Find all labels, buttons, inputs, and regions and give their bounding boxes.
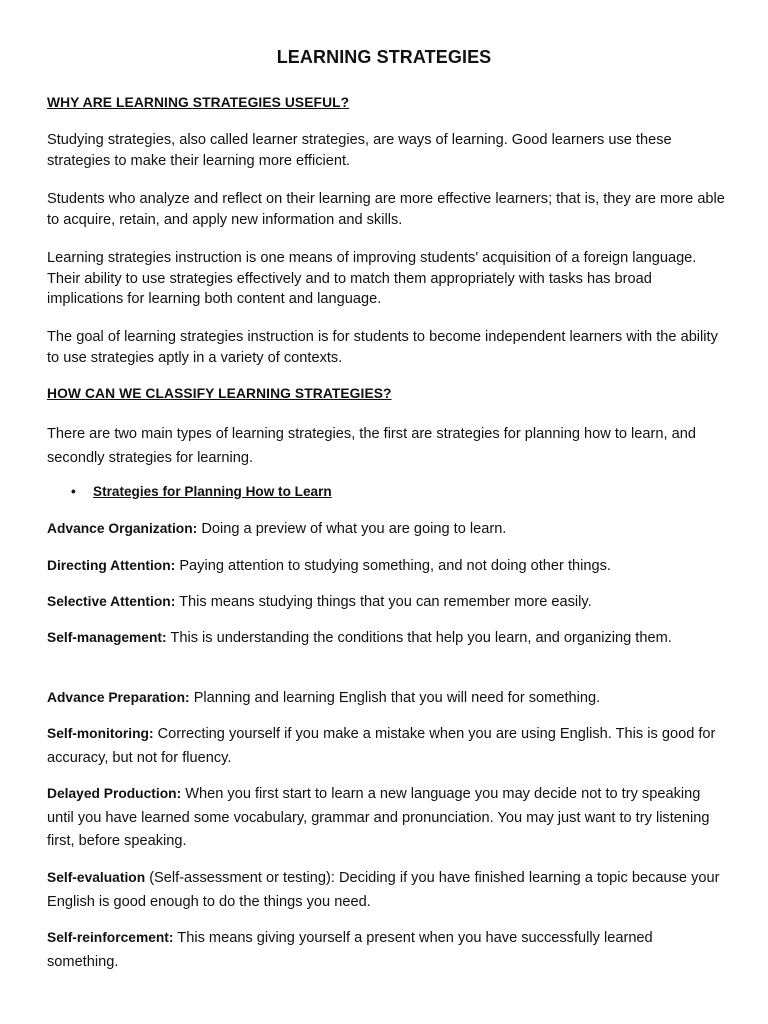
intro-paragraph: There are two main types of learning strategies, the first are strategies for planning how to learn, and secondly strategies for learning. [47, 426, 696, 466]
strategy-text: Deciding if you have finished learning a topic because your English is good enough to do the things you need. [47, 870, 720, 910]
strategy-text: When you first start to learn a new language you may decide not to try speaking until you have learned some vocabulary, grammar and pronunciation. You may just want to try listening first, before speaking. [47, 786, 710, 849]
strategy-item [47, 866, 727, 914]
strategy-item [47, 688, 727, 709]
strategy-term: Self-monitoring [47, 726, 149, 741]
strategy-text: Correcting yourself if you make a mistake when you are using English. This is good for accuracy, but not for fluency. [47, 726, 716, 766]
strategy-term: Advance Organization [47, 521, 193, 536]
strategy-term: Delayed Production [47, 786, 177, 801]
strategy-text: Paying attention to studying something, and not doing other things. [175, 558, 611, 574]
strategy-sep: : [176, 786, 182, 801]
paragraph-4: The goal of learning strategies instruction is for students to become independent learners with the ability to use strategies aptly in a variety of contexts. [47, 329, 718, 366]
strategy-term: Advance Preparation [47, 690, 186, 705]
strategy-item [47, 592, 727, 613]
strategy-sep: : [185, 690, 190, 705]
section-heading-classify: HOW CAN WE CLASSIFY LEARNING STRATEGIES? [47, 386, 392, 401]
strategy-term: Self-reinforcement [47, 930, 169, 945]
paragraph-2: Students who analyze and reflect on their learning are more effective learners; that is, they are more able to acquire, retain, and apply new information and skills. [47, 191, 725, 228]
strategy-item [47, 519, 727, 540]
strategy-item [47, 926, 727, 974]
bullet-label: Strategies for Planning How to Learn [93, 484, 332, 499]
strategy-sep: : [148, 726, 154, 741]
strategy-sep: : [168, 930, 174, 945]
strategy-sep: : [170, 558, 176, 573]
strategy-sep: (Self-assessment or testing): [145, 870, 335, 886]
strategy-text: Doing a preview of what you are going to learn. [197, 521, 507, 537]
strategy-term: Self-evaluation [47, 870, 146, 885]
strategy-text: Planning and learning English that you will need for something. [189, 690, 601, 706]
paragraph-3: Learning strategies instruction is one means of improving students' acquisition of a foreign language. Their ability to use strategies effectively and to match them appropriately with tasks has broad implications for learning both content and language. [47, 250, 697, 307]
strategy-text: This means giving yourself a present when you have successfully learned something. [47, 930, 653, 970]
strategy-sep: : [162, 630, 167, 645]
strategy-text: This is understanding the conditions that help you learn, and organizing them. [166, 630, 672, 646]
strategy-term: Selective Attention [47, 594, 171, 609]
strategy-item [47, 722, 727, 770]
strategy-item [47, 556, 727, 577]
strategy-term: Self-management [47, 630, 163, 645]
strategy-sep: : [192, 521, 198, 536]
strategy-sep: : [170, 594, 176, 609]
paragraph-1: Studying strategies, also called learner strategies, are ways of learning. Good learners use these strategies to make their learning more efficient. [47, 132, 672, 169]
strategy-item [47, 626, 727, 651]
bullet-item [71, 484, 332, 499]
strategy-term: Directing Attention [47, 558, 171, 573]
section-heading-why: WHY ARE LEARNING STRATEGIES USEFUL? [47, 95, 350, 110]
strategy-item [47, 782, 727, 854]
strategy-text: This means studying things that you can remember more easily. [175, 594, 592, 610]
bullet-icon: • [71, 484, 76, 499]
page-title: LEARNING STRATEGIES [276, 47, 492, 67]
